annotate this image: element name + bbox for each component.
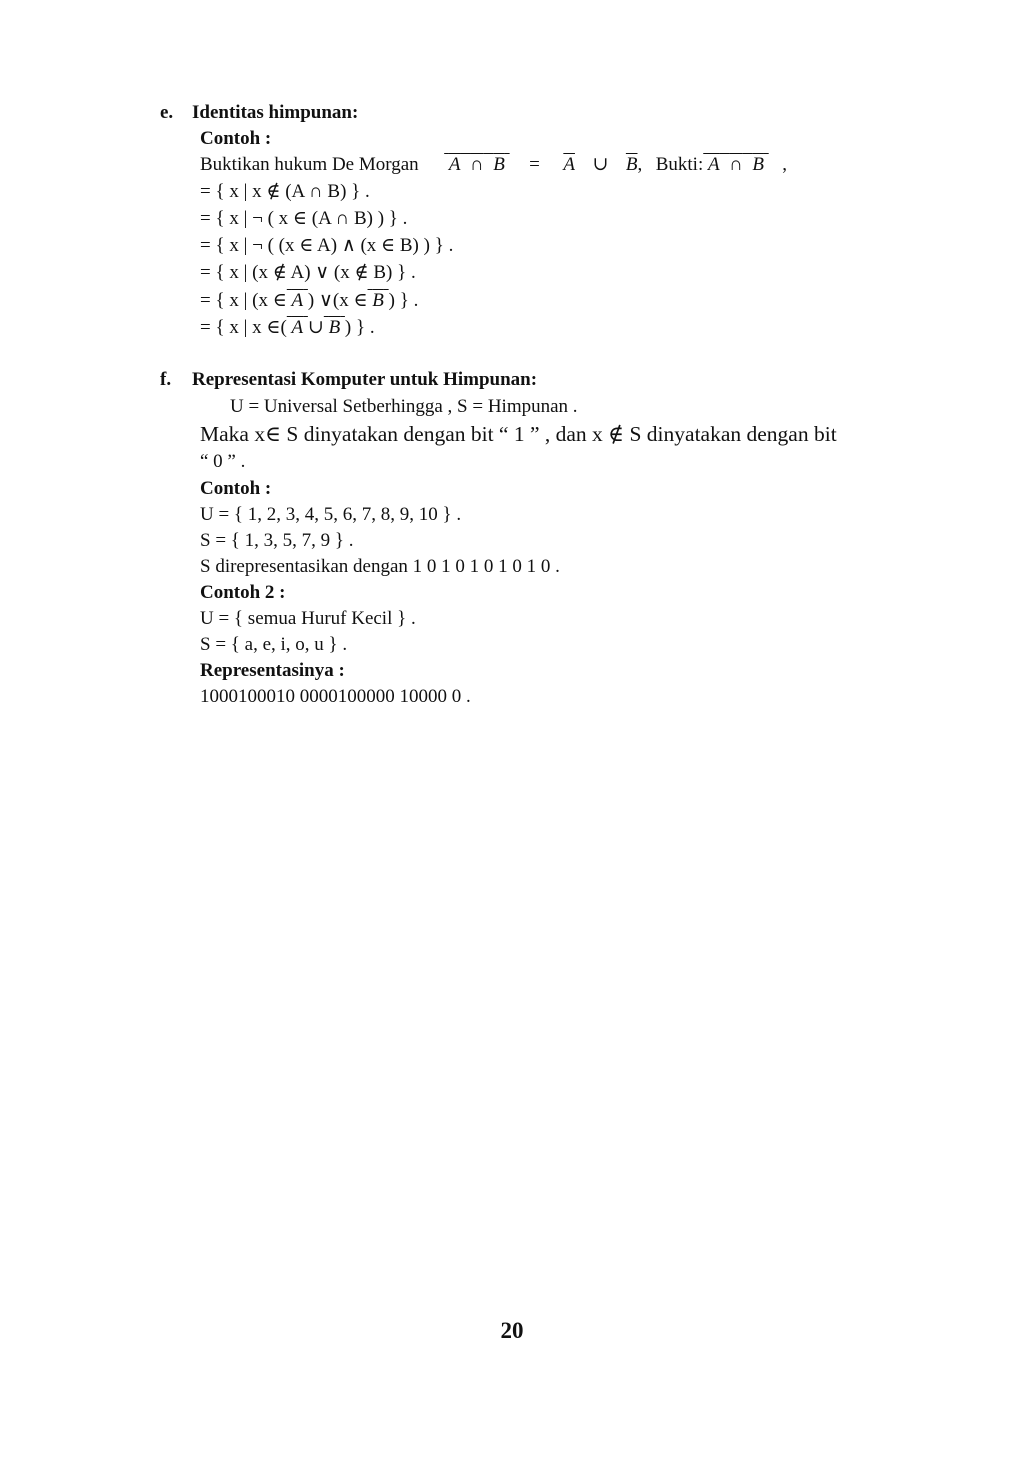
step6-suffix: ) } . — [344, 317, 375, 338]
bukti-label: Bukti: — [655, 154, 704, 175]
demorgan-intro: Buktikan hukum De Morgan — [200, 154, 419, 175]
step5-complement-b — [368, 290, 389, 311]
step6-complement-a — [287, 317, 308, 338]
proof-step-3: = { x | ¬ ( (x ∈ A) ∧ (x ∈ B) ) } . — [200, 235, 454, 256]
bukti-intersection-symbol: ∩ — [729, 154, 743, 175]
contoh2-universal: U = { semua Huruf Kecil } . — [200, 608, 416, 629]
contoh2-label: Contoh 2 : — [200, 582, 286, 603]
step5-set-b: B — [372, 290, 384, 311]
step5-complement-a — [287, 290, 308, 311]
step6-set-a: A — [291, 317, 304, 338]
page-number: 20 — [500, 1318, 524, 1343]
lhs-set-b: B — [493, 154, 505, 175]
step6-union-symbol: ∪ — [307, 317, 324, 338]
contoh1-representation: S direpresentasikan dengan 1 0 1 0 1 0 1 0 1 0 . — [200, 556, 560, 577]
step6-prefix: = { x | x ∈( — [200, 317, 287, 338]
contoh2-set: S = { a, e, i, o, u } . — [200, 634, 348, 655]
proof-step-2: = { x | ¬ ( x ∈ (A ∩ B) ) } . — [200, 208, 408, 229]
bukti-expression — [703, 154, 768, 175]
section-f-heading: Representasi Komputer untuk Himpunan: — [192, 369, 538, 390]
section-f-marker: f. — [160, 369, 172, 390]
representasi-value: 1000100010 0000100000 10000 0 . — [200, 686, 471, 707]
section-e-heading: Identitas himpunan: — [192, 102, 359, 123]
section-e-marker: e. — [160, 102, 174, 123]
contoh-label-f: Contoh : — [200, 478, 272, 499]
step5-prefix: = { x | (x ∈ — [200, 290, 287, 311]
maka-line-1: Maka x∈ S dinyatakan dengan bit “ 1 ” , dan x ∉ S dinyatakan dengan bit — [200, 422, 837, 446]
proof-step-4: = { x | (x ∉ A) ∨ (x ∉ B) } . — [200, 262, 416, 283]
step5-suffix: ) } . — [388, 290, 419, 311]
demorgan-statement — [200, 154, 787, 176]
rhs-comma: , — [637, 154, 643, 175]
demorgan-lhs-expression — [444, 154, 509, 175]
bukti-set-a: A — [708, 154, 720, 175]
contoh1-set: S = { 1, 3, 5, 7, 9 } . — [200, 530, 354, 551]
lhs-set-a: A — [448, 154, 461, 175]
lhs-intersection-symbol: ∩ — [470, 154, 484, 175]
proof-step-5 — [200, 290, 418, 312]
contoh1-universal: U = { 1, 2, 3, 4, 5, 6, 7, 8, 9, 10 } . — [200, 504, 462, 525]
step5-mid: ) ∨(x ∈ — [307, 290, 368, 311]
step6-complement-b — [324, 317, 345, 338]
proof-step-1: = { x | x ∉ (A ∩ B) } . — [200, 181, 370, 202]
step5-set-a: A — [291, 290, 304, 311]
bukti-trailing-comma: , — [782, 154, 787, 175]
step6-set-b: B — [328, 317, 341, 338]
demorgan-equals: = — [529, 154, 540, 175]
rhs-complement-b: $\overline{B}$ — [625, 154, 638, 175]
universal-set-definition: U = Universal Setberhingga , S = Himpunan . — [230, 396, 578, 417]
maka-line-2: “ 0 ” . — [200, 451, 246, 472]
rhs-union-symbol: ∪ — [592, 154, 609, 175]
bukti-set-b: B — [752, 154, 764, 175]
rhs-complement-a: $\overline{A}$ — [563, 154, 575, 175]
proof-step-6 — [200, 317, 375, 339]
contoh-label-e: Contoh : — [200, 128, 272, 149]
representasi-label: Representasinya : — [200, 660, 345, 681]
